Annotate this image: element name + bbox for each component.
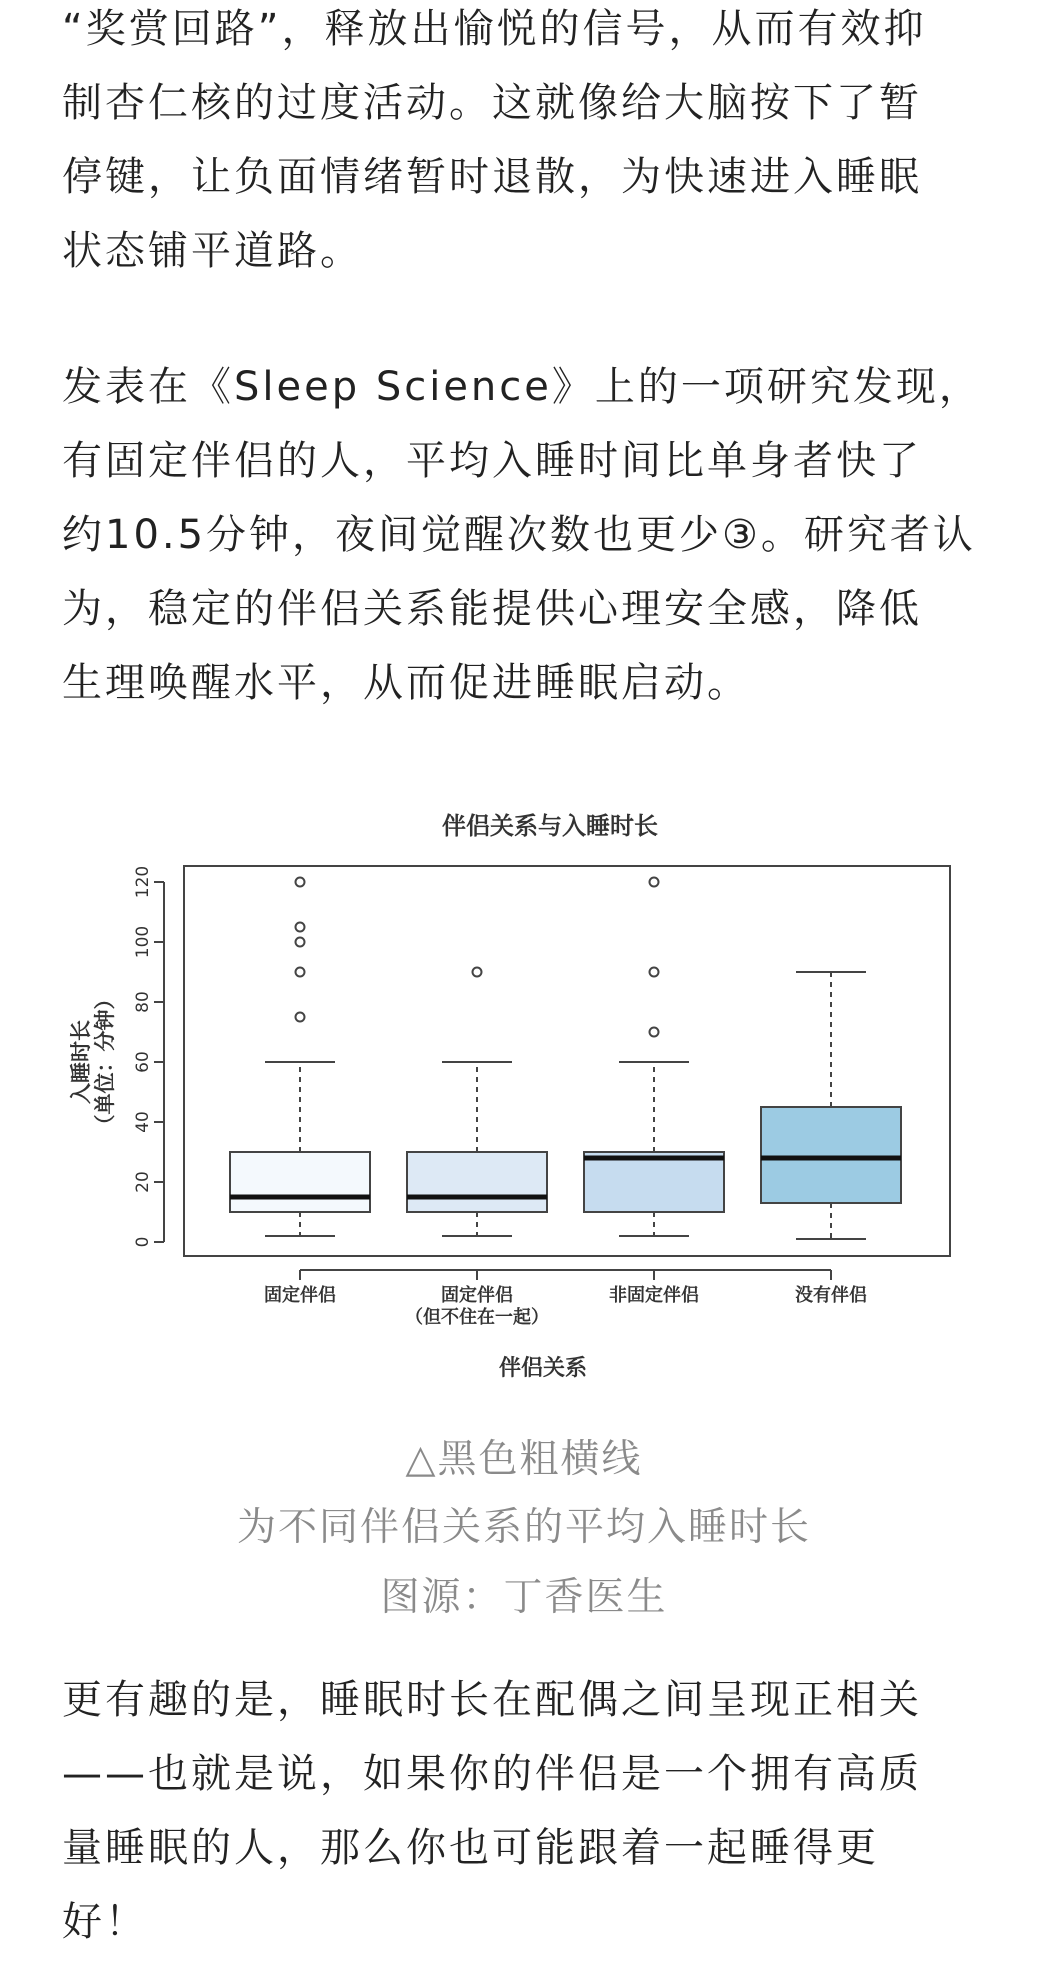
y-tick-label: 20 xyxy=(133,1171,153,1193)
paragraph-line: 更有趣的是，睡眠时长在配偶之间呈现正相关 xyxy=(62,1677,922,1723)
outlier-point xyxy=(650,878,659,887)
x-tick-label: （但不住在一起） xyxy=(405,1307,549,1328)
outlier-point xyxy=(650,1028,659,1037)
boxplot-chart xyxy=(60,790,980,1390)
paragraph-line: 生理唤醒水平，从而促进睡眠启动。 xyxy=(62,660,750,706)
paragraph-line: 制杏仁核的过度活动。这就像给大脑按下了暂 xyxy=(62,80,922,126)
y-tick-label: 40 xyxy=(133,1111,153,1133)
outlier-point xyxy=(296,1013,305,1022)
paragraph-line: 发表在《Sleep Science》上的一项研究发现， xyxy=(62,364,982,410)
paragraph-line: 约10.5分钟，夜间觉醒次数也更少③。研究者认 xyxy=(62,512,976,558)
paragraph-line: 为，稳定的伴侣关系能提供心理安全感，降低 xyxy=(62,586,922,632)
figure-caption-line-1: △黑色粗横线 xyxy=(405,1437,643,1482)
paragraph-1 xyxy=(62,0,988,288)
x-axis-label: 伴侣关系 xyxy=(498,1356,588,1381)
y-axis-label: 入睡时长 xyxy=(69,1020,93,1104)
y-tick-label: 80 xyxy=(133,991,153,1013)
figure-caption-line-2: 为不同伴侣关系的平均入睡时长 xyxy=(236,1505,811,1550)
outlier-point xyxy=(296,878,305,887)
x-tick-label: 没有伴侣 xyxy=(795,1285,867,1306)
paragraph-line: 量睡眠的人，那么你也可能跟着一起睡得更 xyxy=(62,1825,879,1871)
outlier-point xyxy=(296,923,305,932)
y-tick-label: 0 xyxy=(133,1236,153,1248)
paragraph-line: 有固定伴侣的人，平均入睡时间比单身者快了 xyxy=(62,438,922,484)
box xyxy=(407,1152,547,1212)
paragraph-line: “奖赏回路”，释放出愉悦的信号，从而有效抑 xyxy=(62,6,927,52)
box xyxy=(230,1152,370,1212)
x-tick-label: 非固定伴侣 xyxy=(609,1285,699,1306)
paragraph-line: 停键，让负面情绪暂时退散，为快速进入睡眠 xyxy=(62,154,922,200)
y-tick-label: 60 xyxy=(133,1051,153,1073)
box xyxy=(584,1152,724,1212)
outlier-point xyxy=(296,938,305,947)
y-tick-label: 100 xyxy=(133,925,153,959)
outlier-point xyxy=(296,968,305,977)
paragraph-line: ——也就是说，如果你的伴侣是一个拥有高质 xyxy=(62,1751,922,1797)
chart-title: 伴侣关系与入睡时长 xyxy=(442,812,658,840)
outlier-point xyxy=(650,968,659,977)
x-tick-label: 固定伴侣 xyxy=(441,1285,513,1306)
paragraph-line: 好！ xyxy=(62,1899,148,1945)
y-tick-label: 120 xyxy=(133,865,153,899)
x-tick-label: 固定伴侣 xyxy=(264,1285,336,1306)
box xyxy=(761,1107,901,1203)
paragraph-line: 状态铺平道路。 xyxy=(62,228,363,274)
outlier-point xyxy=(473,968,482,977)
figure-source: 图源：丁香医生 xyxy=(380,1575,668,1620)
paragraph-2 xyxy=(62,350,988,720)
paragraph-3 xyxy=(62,1663,988,1959)
y-axis-unit-label: （单位：分钟） xyxy=(93,988,117,1136)
